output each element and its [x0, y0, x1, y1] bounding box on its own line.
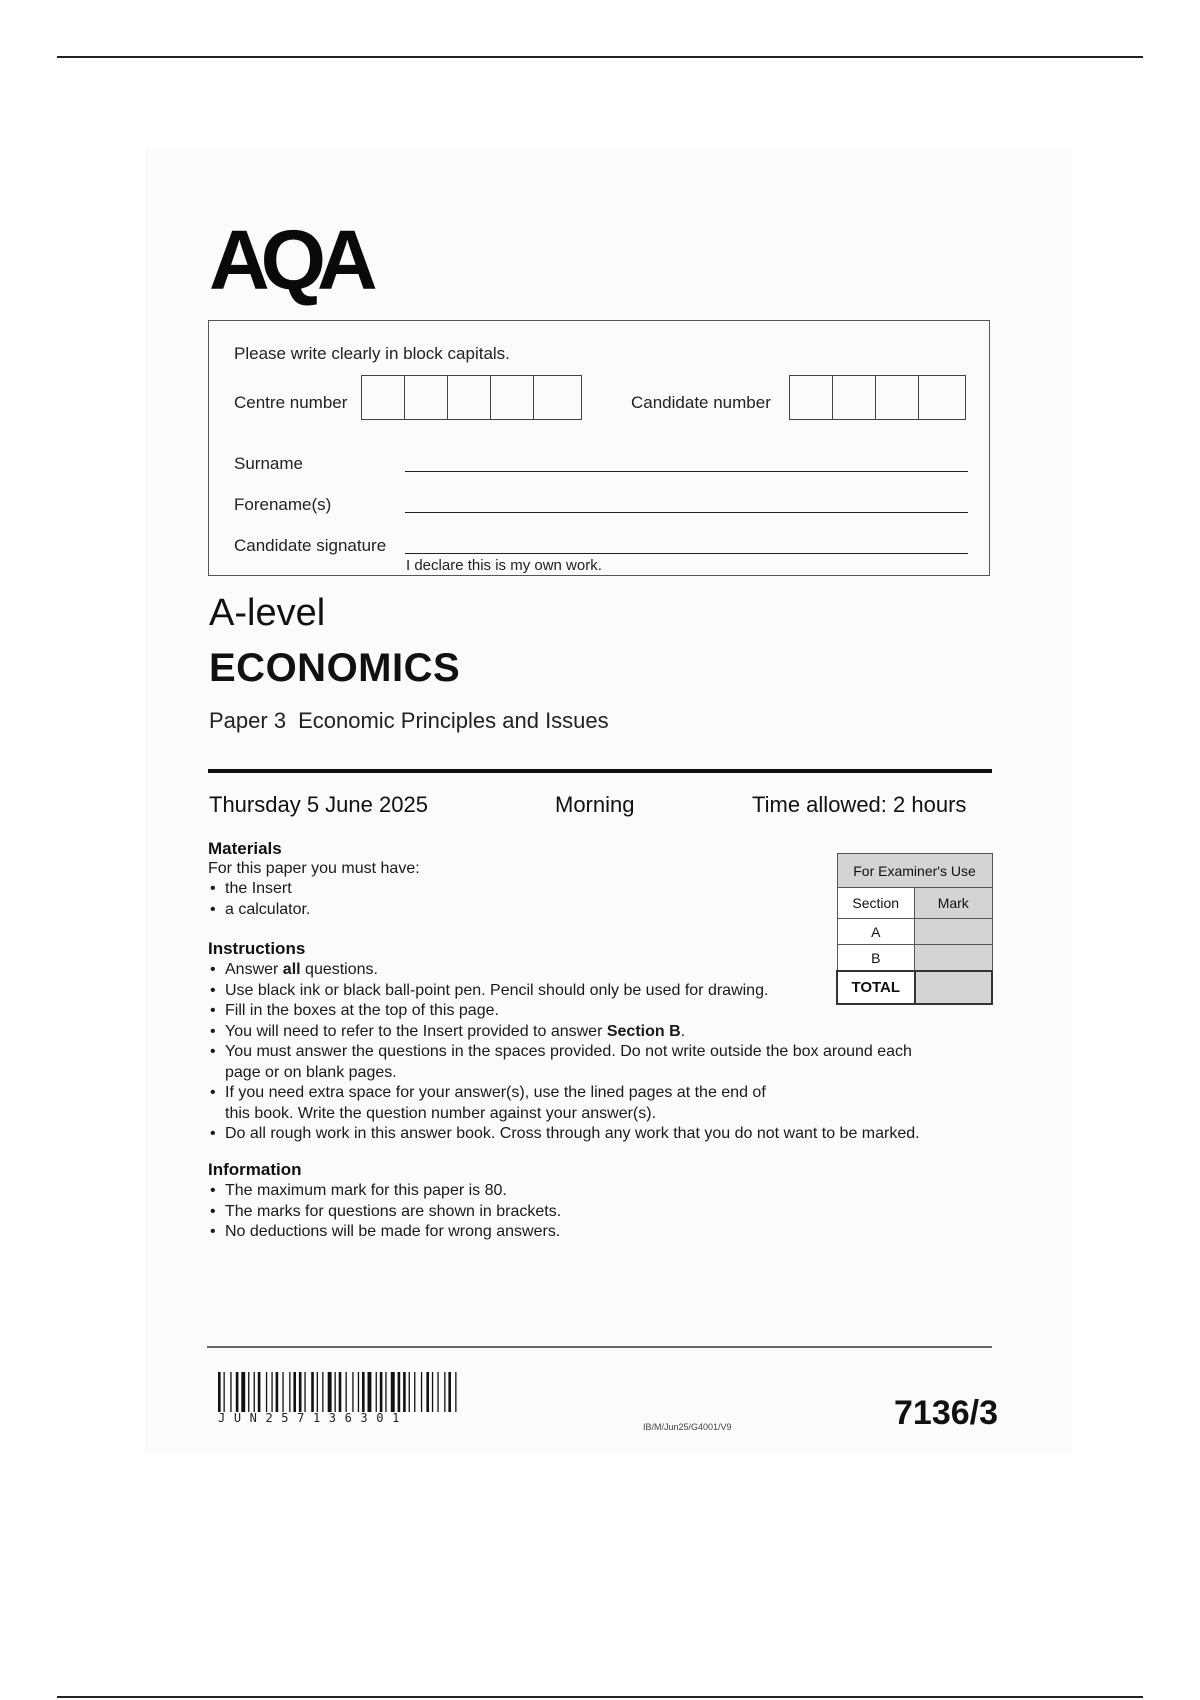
list-item: • the Insert: [208, 879, 310, 900]
barcode-bar: [276, 1372, 279, 1412]
barcode-bar: [248, 1372, 249, 1412]
section-a-label: A: [837, 919, 915, 945]
barcode-bar: [218, 1372, 221, 1412]
instructions-heading: Instructions: [208, 939, 306, 958]
barcode-bar: [311, 1372, 314, 1412]
barcode-bar: [362, 1372, 365, 1412]
barcode-text: JUN257136301: [218, 1411, 408, 1425]
centre-number-label: Centre number: [234, 393, 348, 412]
list-item: • Use black ink or black ball-point pen. Pencil should only be used for drawing.: [208, 981, 920, 1002]
barcode-bar: [346, 1372, 347, 1412]
list-item: • The marks for questions are shown in brackets.: [208, 1202, 561, 1223]
candidate-number-digit[interactable]: [790, 376, 833, 419]
materials-list: [208, 879, 310, 920]
candidate-number-boxes[interactable]: [789, 375, 966, 420]
surname-line[interactable]: [405, 471, 968, 472]
total-label: TOTAL: [837, 971, 915, 1004]
barcode-bar: [414, 1372, 415, 1412]
list-item-continuation: this book. Write the question number against your answer(s).: [225, 1104, 657, 1122]
barcode-bar: [391, 1372, 395, 1412]
list-item: • a calculator.: [208, 900, 310, 921]
barcode-bar: [236, 1372, 239, 1412]
barcode-bar: [258, 1372, 261, 1412]
signature-line[interactable]: [405, 553, 968, 554]
time-allowed: Time allowed: 2 hours: [752, 792, 967, 817]
candidate-number-digit[interactable]: [876, 376, 919, 419]
barcode-bar: [289, 1372, 290, 1412]
barcode-bar: [398, 1372, 401, 1412]
exam-date: Thursday 5 June 2025: [209, 792, 428, 817]
barcode-bar: [230, 1372, 231, 1412]
barcode-bar: [368, 1372, 372, 1412]
barcode-bar: [299, 1372, 302, 1412]
list-item: • If you need extra space for your answer(s), use the lined pages at the end of: [208, 1083, 920, 1104]
block-capitals-instruction: Please write clearly in block capitals.: [234, 344, 510, 363]
candidate-number-digit[interactable]: [919, 376, 962, 419]
document-reference: IB/M/Jun25/G4001/V9: [643, 1422, 732, 1432]
centre-number-digit[interactable]: [491, 376, 534, 419]
paper-number: Paper 3: [209, 708, 287, 733]
barcode-bar: [224, 1372, 225, 1412]
section-column-header: Section: [837, 888, 915, 919]
aqa-logo: AQA: [209, 213, 369, 307]
barcode-bar: [271, 1372, 272, 1412]
total-mark: [915, 971, 993, 1004]
list-item: • The maximum mark for this paper is 80.: [208, 1181, 561, 1202]
exam-session: Morning: [555, 792, 635, 817]
list-item: • You must answer the questions in the spaces provided. Do not write outside the box around each: [208, 1042, 920, 1063]
barcode-bar: [432, 1372, 433, 1412]
barcode-bar: [266, 1372, 267, 1412]
barcode-bar: [385, 1372, 386, 1412]
materials-intro: For this paper you must have:: [208, 860, 420, 877]
centre-number-boxes[interactable]: [361, 375, 582, 420]
barcode-bar: [376, 1372, 377, 1412]
barcode-bar: [437, 1372, 438, 1412]
instructions-list: [208, 960, 920, 1145]
barcode-bar: [421, 1372, 422, 1412]
paper-name: Economic Principles and Issues: [298, 708, 609, 733]
list-item-continuation: page or on blank pages.: [225, 1063, 397, 1081]
barcode-bar: [322, 1372, 323, 1412]
candidate-number-digit[interactable]: [833, 376, 876, 419]
list-item: • Fill in the boxes at the top of this page.: [208, 1001, 920, 1022]
barcode-bar: [317, 1372, 318, 1412]
barcode-bar: [448, 1372, 451, 1412]
centre-number-digit[interactable]: [405, 376, 448, 419]
barcode-bar: [444, 1372, 445, 1412]
barcode-bar: [304, 1372, 305, 1412]
surname-label: Surname: [234, 454, 303, 473]
list-item: • No deductions will be made for wrong answers.: [208, 1222, 561, 1243]
forenames-line[interactable]: [405, 512, 968, 513]
barcode-bar: [352, 1372, 353, 1412]
barcode-bar: [380, 1372, 383, 1412]
barcode-bar: [335, 1372, 336, 1412]
information-list: [208, 1181, 561, 1243]
barcode-bar: [254, 1372, 255, 1412]
qualification-level: A-level: [209, 592, 326, 634]
information-heading: Information: [208, 1160, 302, 1179]
centre-number-digit[interactable]: [534, 376, 577, 419]
examiners-use-title: For Examiner's Use: [837, 854, 992, 888]
barcode-bar: [241, 1372, 245, 1412]
section-b-label: B: [837, 945, 915, 972]
barcode-bar: [339, 1372, 342, 1412]
barcode-bar: [293, 1372, 296, 1412]
mark-column-header: Mark: [915, 888, 993, 919]
declaration-text: I declare this is my own work.: [406, 557, 602, 574]
centre-number-digit[interactable]: [448, 376, 491, 419]
materials-heading: Materials: [208, 839, 282, 858]
forenames-label: Forename(s): [234, 495, 332, 514]
candidate-number-label: Candidate number: [631, 393, 771, 412]
list-item: • Do all rough work in this answer book. Cross through any work that you do not want to be marked.: [208, 1124, 920, 1145]
subject-title: ECONOMICS: [209, 646, 461, 690]
section-b-mark: [915, 945, 993, 972]
barcode-bar: [358, 1372, 359, 1412]
footer-rule: [207, 1346, 992, 1348]
candidate-details-box: [208, 320, 990, 576]
bottom-rule: [57, 1696, 1143, 1698]
section-a-mark: [915, 919, 993, 945]
barcode-bar: [455, 1372, 456, 1412]
top-rule: [57, 56, 1143, 58]
barcode-bar: [426, 1372, 429, 1412]
paper-code: 7136/3: [894, 1394, 998, 1432]
barcode-bar: [409, 1372, 410, 1412]
barcode-bar: [282, 1372, 283, 1412]
signature-label: Candidate signature: [234, 536, 387, 555]
examiners-use-table: [836, 853, 993, 1005]
barcode-image: [218, 1372, 510, 1412]
centre-number-digit[interactable]: [362, 376, 405, 419]
barcode-bar: [328, 1372, 332, 1412]
heading-rule: [208, 769, 992, 773]
barcode-bar: [403, 1372, 406, 1412]
paper-title: [209, 708, 609, 734]
list-item: • Answer all questions.: [208, 960, 920, 981]
list-item: • You will need to refer to the Insert provided to answer Section B.: [208, 1022, 920, 1043]
